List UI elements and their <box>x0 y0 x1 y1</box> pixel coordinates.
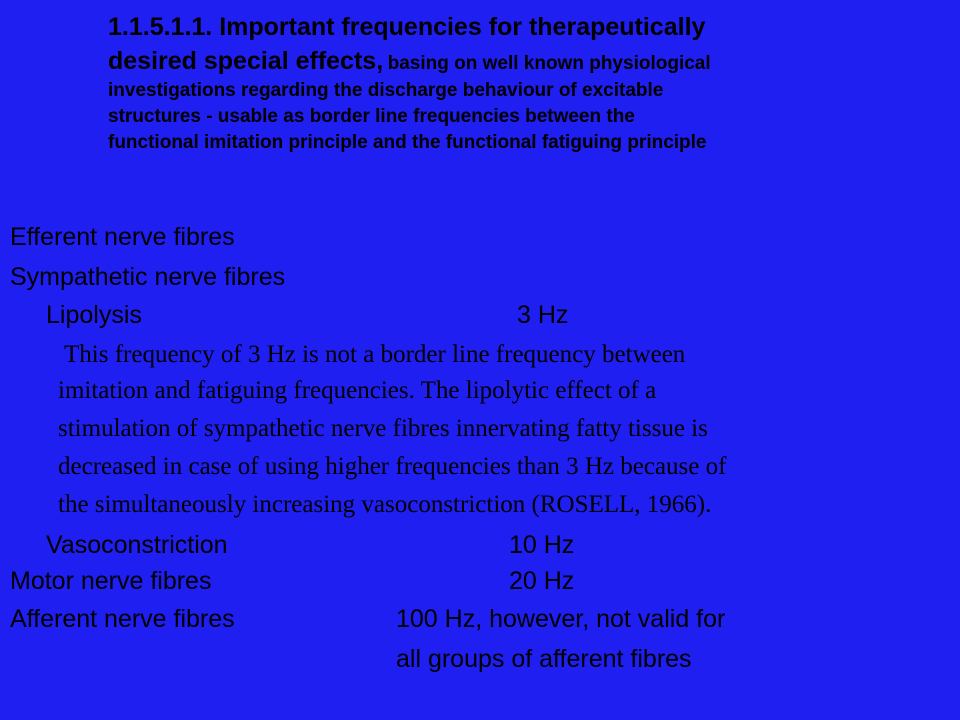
title-heading-line1: 1.1.5.1.1. Important frequencies for therapeutically <box>108 13 706 41</box>
title-heading-line2: desired special effects, <box>108 47 384 75</box>
lipolysis-note-line2: imitation and fatiguing frequencies. The lipolytic effect of a <box>58 377 657 404</box>
vasoconstriction-label: Vasoconstriction <box>46 531 228 559</box>
afferent-nerve-fibres-label: Afferent nerve fibres <box>10 605 235 633</box>
afferent-frequency-line1: 100 Hz, however, not valid for <box>396 605 726 633</box>
efferent-nerve-fibres-label: Efferent nerve fibres <box>10 223 235 251</box>
lipolysis-label: Lipolysis <box>46 301 142 329</box>
subtitle-line1: basing on well known physiological <box>387 53 711 74</box>
lipolysis-note-line5: the simultaneously increasing vasoconstriction (ROSELL, 1966). <box>58 491 712 518</box>
motor-nerve-fibres-label: Motor nerve fibres <box>10 567 212 595</box>
lipolysis-note-line3: stimulation of sympathetic nerve fibres innervating fatty tissue is <box>58 415 708 442</box>
subtitle-line2: investigations regarding the discharge behaviour of excitable <box>108 80 664 101</box>
afferent-frequency-line2: all groups of afferent fibres <box>396 645 692 673</box>
motor-nerve-fibres-frequency: 20 Hz <box>509 567 575 595</box>
lipolysis-frequency: 3 Hz <box>517 301 569 329</box>
sympathetic-nerve-fibres-label: Sympathetic nerve fibres <box>10 263 286 291</box>
slide-title <box>108 10 958 156</box>
subtitle-line4: functional imitation principle and the functional fatiguing principle <box>108 132 707 153</box>
subtitle-line3: structures - usable as border line frequencies between the <box>108 106 635 127</box>
lipolysis-note-line1: This frequency of 3 Hz is not a border line frequency between <box>64 341 686 368</box>
vasoconstriction-frequency: 10 Hz <box>509 531 575 559</box>
lipolysis-note-line4: decreased in case of using higher frequencies than 3 Hz because of <box>58 453 727 480</box>
